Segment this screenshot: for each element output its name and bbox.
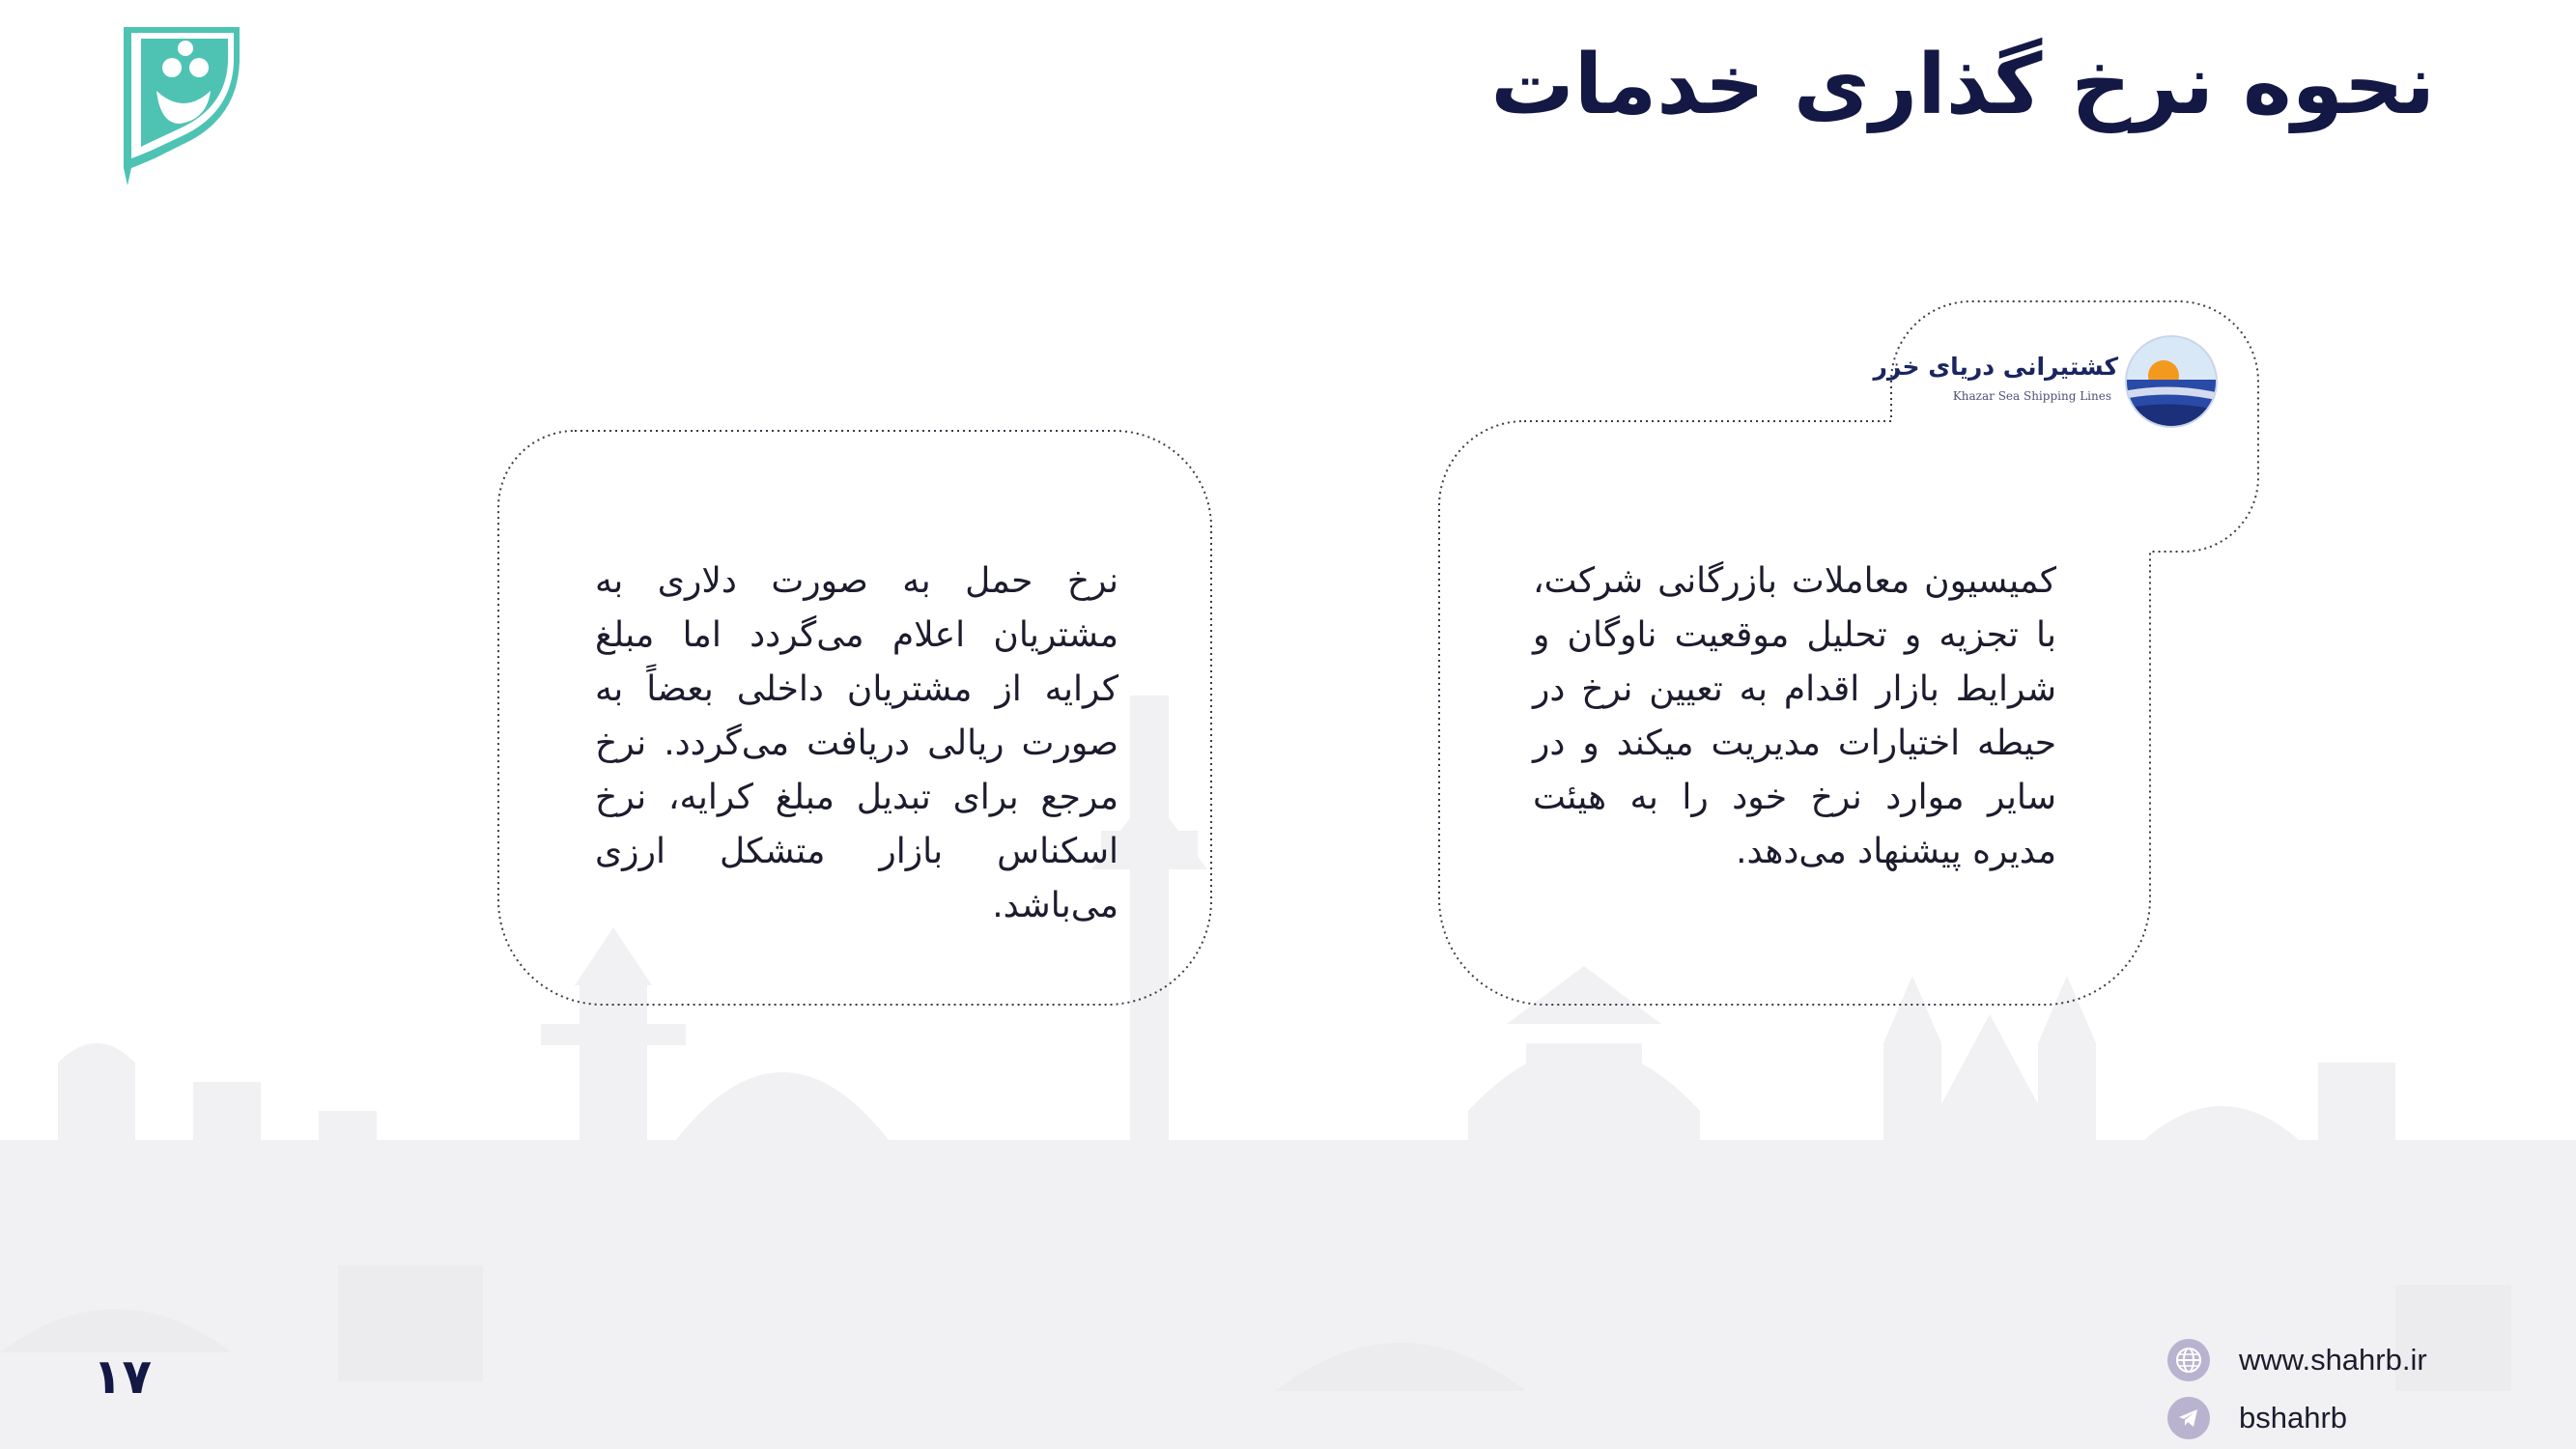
right-card-text: کمیسیون معاملات بازرگانی شرکت، با تجزیه و تحلیل موقعیت ناوگان و شرایط بازار اقدام به تعیین نرخ در حیطه اختیارات مدیریت میکند و در سایر موارد نرخ خود را به هیئت مدیره پیشنهاد می‌دهد. — [1533, 561, 2056, 871]
telegram-icon — [2167, 1397, 2210, 1439]
company-name-en: Khazar Sea Shipping Lines — [1952, 389, 2111, 403]
company-logo — [1873, 333, 2220, 430]
brand-logo — [122, 23, 245, 189]
page-number: ۱۷ — [93, 1349, 153, 1405]
page-title: نحوه نرخ گذاری خدمات — [1490, 37, 2435, 133]
left-card-text: نرخ حمل به صورت دلاری به مشتریان اعلام می‌گردد اما مبلغ کرایه از مشتریان داخلی بعضاً به صورت ریالی دریافت می‌گردد. نرخ مرجع برای تبدیل مبلغ کرایه، نرخ اسکناس بازار متشکل ارزی می‌باشد. — [595, 561, 1118, 925]
footer-website[interactable] — [2167, 1339, 2427, 1381]
brand-logo-icon — [122, 23, 245, 189]
sun-sea-emblem-icon — [2123, 333, 2220, 430]
website-link[interactable]: www.shahrb.ir — [2239, 1343, 2427, 1377]
footer-telegram[interactable] — [2167, 1397, 2347, 1439]
company-name-fa: کشتیرانی دریای خزر — [1873, 353, 2118, 381]
telegram-handle[interactable]: bshahrb — [2239, 1401, 2348, 1435]
globe-icon — [2167, 1339, 2210, 1381]
